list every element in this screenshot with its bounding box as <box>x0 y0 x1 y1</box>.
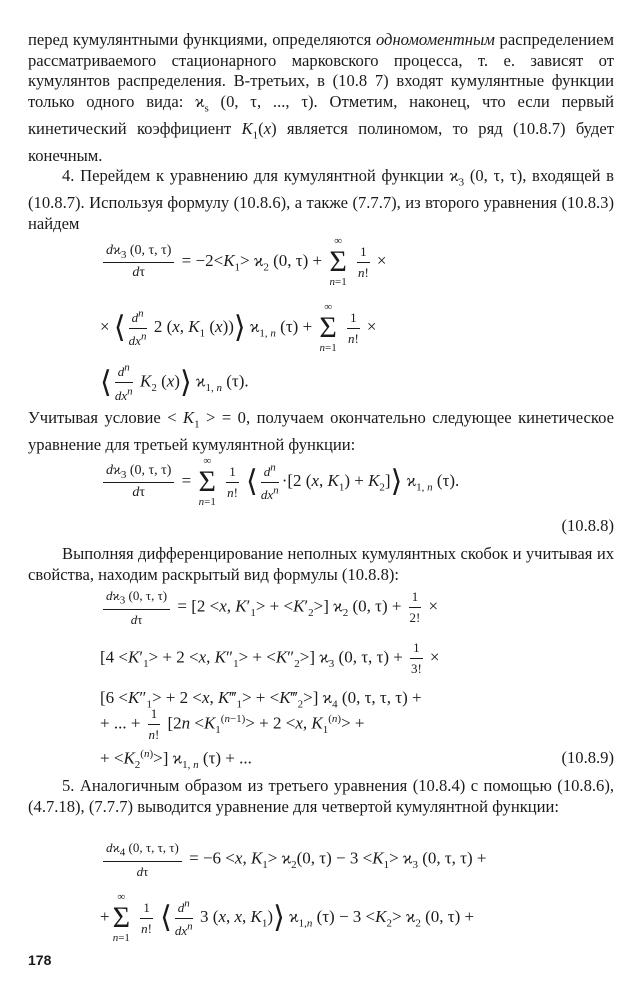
equation-3-line-4: + ... + $\frac{1}{n!}$ [$2n <K_1^{(n-1)}> + 2 <x$, $K_1^{(n)}>$ + <box>100 706 365 742</box>
paragraph-1: перед кумулянтными функциями, определяются одномоментным распределением рассматриваемого стационарного марковского процесса, т. е. зависят от кумулянтов распределения. В-третьих, в (10.8 7) входят кумулянтные функции только одного вида: $ϰ_s$ (0, τ, ..., τ). Отметим, наконец, что если первый кинетический коэффициент $K_1(x)$ является полиномом, то ряд (10.8.7) будет конечным. <box>28 30 614 165</box>
page-content-2 <box>28 408 614 456</box>
equation-1-line-2: × ⟨ $\frac{d^n}{dx^n}$ 2 (x, $K_1$ (x))⟩ $ϰ_{1, n}$ (τ) + ∞ Σ n=1 $\frac{1}{n!}$ × <box>100 301 377 354</box>
page-number: 178 <box>28 952 52 968</box>
equation-3-line-1: $\frac{dϰ_3 (0, \tau, \tau)}{d\tau}$ = [2 <x, $K'_1> + <K'_2>$] $ϰ_2$ (0, τ) + $\frac{1}{2!}$ × <box>100 588 438 628</box>
equation-3-line-5: + $<K_2^{(n)}>$] $ϰ_{1, n}$ (τ) + ... <box>100 748 252 772</box>
equation-2-number: (10.8.8) <box>561 516 614 535</box>
equation-2: $\frac{dϰ_3 (0, \tau, \tau)}{d\tau}$ = ∞ Σ n=1 $\frac{1}{n!}$ ⟨ $\frac{d^n}{dx^n}$ ·[2 (x, $K_1$) + $K_2]⟩$ $ϰ_{1, n}$ (τ). <box>100 456 459 508</box>
equation-4-line-1: $\frac{dϰ_4 (0, \tau, \tau, \tau)}{d\tau}$ = −6 <x, $K_1> ϰ_2(0$, $\tau) - 3 <K_1> ϰ_3$ (0, τ, τ) + <box>100 840 487 880</box>
equation-1-line-1: $\frac{dϰ_3 (0, \tau, \tau)}{d\tau}$ = $-2<K_1> ϰ_2$ (0, τ) + ∞ Σ n=1 $\frac{1}{n!}$ × <box>100 236 386 288</box>
paragraph-2: 4. Перейдем к уравнению для кумулянтной функции $ϰ_3$ (0, τ, τ), входящей в (10.8.7). Используя формулу (10.8.6), а также (7.7.7), из второго уравнения (10.8.3) найдем <box>28 166 614 233</box>
equation-4-line-2: + ∞ Σ n=1 $\frac{1}{n!}$ ⟨ $\frac{d^n}{dx^n}$ 3 (x, x, $K_1)⟩$ $ϰ_{1,n}$ $(\tau) - 3 <K_2> ϰ_2$ (0, τ) + <box>100 891 475 944</box>
paragraph-4: Выполняя дифференцирование неполных кумулянтных скобок и учитывая их свойства, находим раскрытый вид формулы (10.8.8): <box>28 544 614 584</box>
equation-3-line-2: [$4 <K'_1> + 2 <x$, $K''_1> + <K''_2>$] $ϰ_3$ (0, τ, τ) + $\frac{1}{3!}$ × <box>100 640 440 676</box>
page-content <box>28 30 614 234</box>
equation-3-number: (10.8.9) <box>561 748 614 767</box>
paragraph-5: 5. Аналогичным образом из третьего уравнения (10.8.4) с помощью (10.8.6), (4.7.18), (7.7.7) выводится уравнение для четвертой кумулянтной функции: <box>28 776 614 816</box>
page-content-3 <box>28 544 614 585</box>
paragraph-3: Учитывая условие < $K_1$ > = 0, получаем окончательно следующее кинетическое уравнение для третьей кумулянтной функции: <box>28 408 614 454</box>
equation-3-line-3: [$6 <K''_1> + 2 <x$, $K‴_1>$ + $<K‴_2>$] $ϰ_4$ (0, τ, τ, τ) + <box>100 688 422 711</box>
equation-1-line-3: ⟨ $\frac{d^n}{dx^n}$ $K_2$ (x)⟩ $ϰ_{1, n}$ (τ). <box>100 362 249 403</box>
page-content-4 <box>28 776 614 817</box>
